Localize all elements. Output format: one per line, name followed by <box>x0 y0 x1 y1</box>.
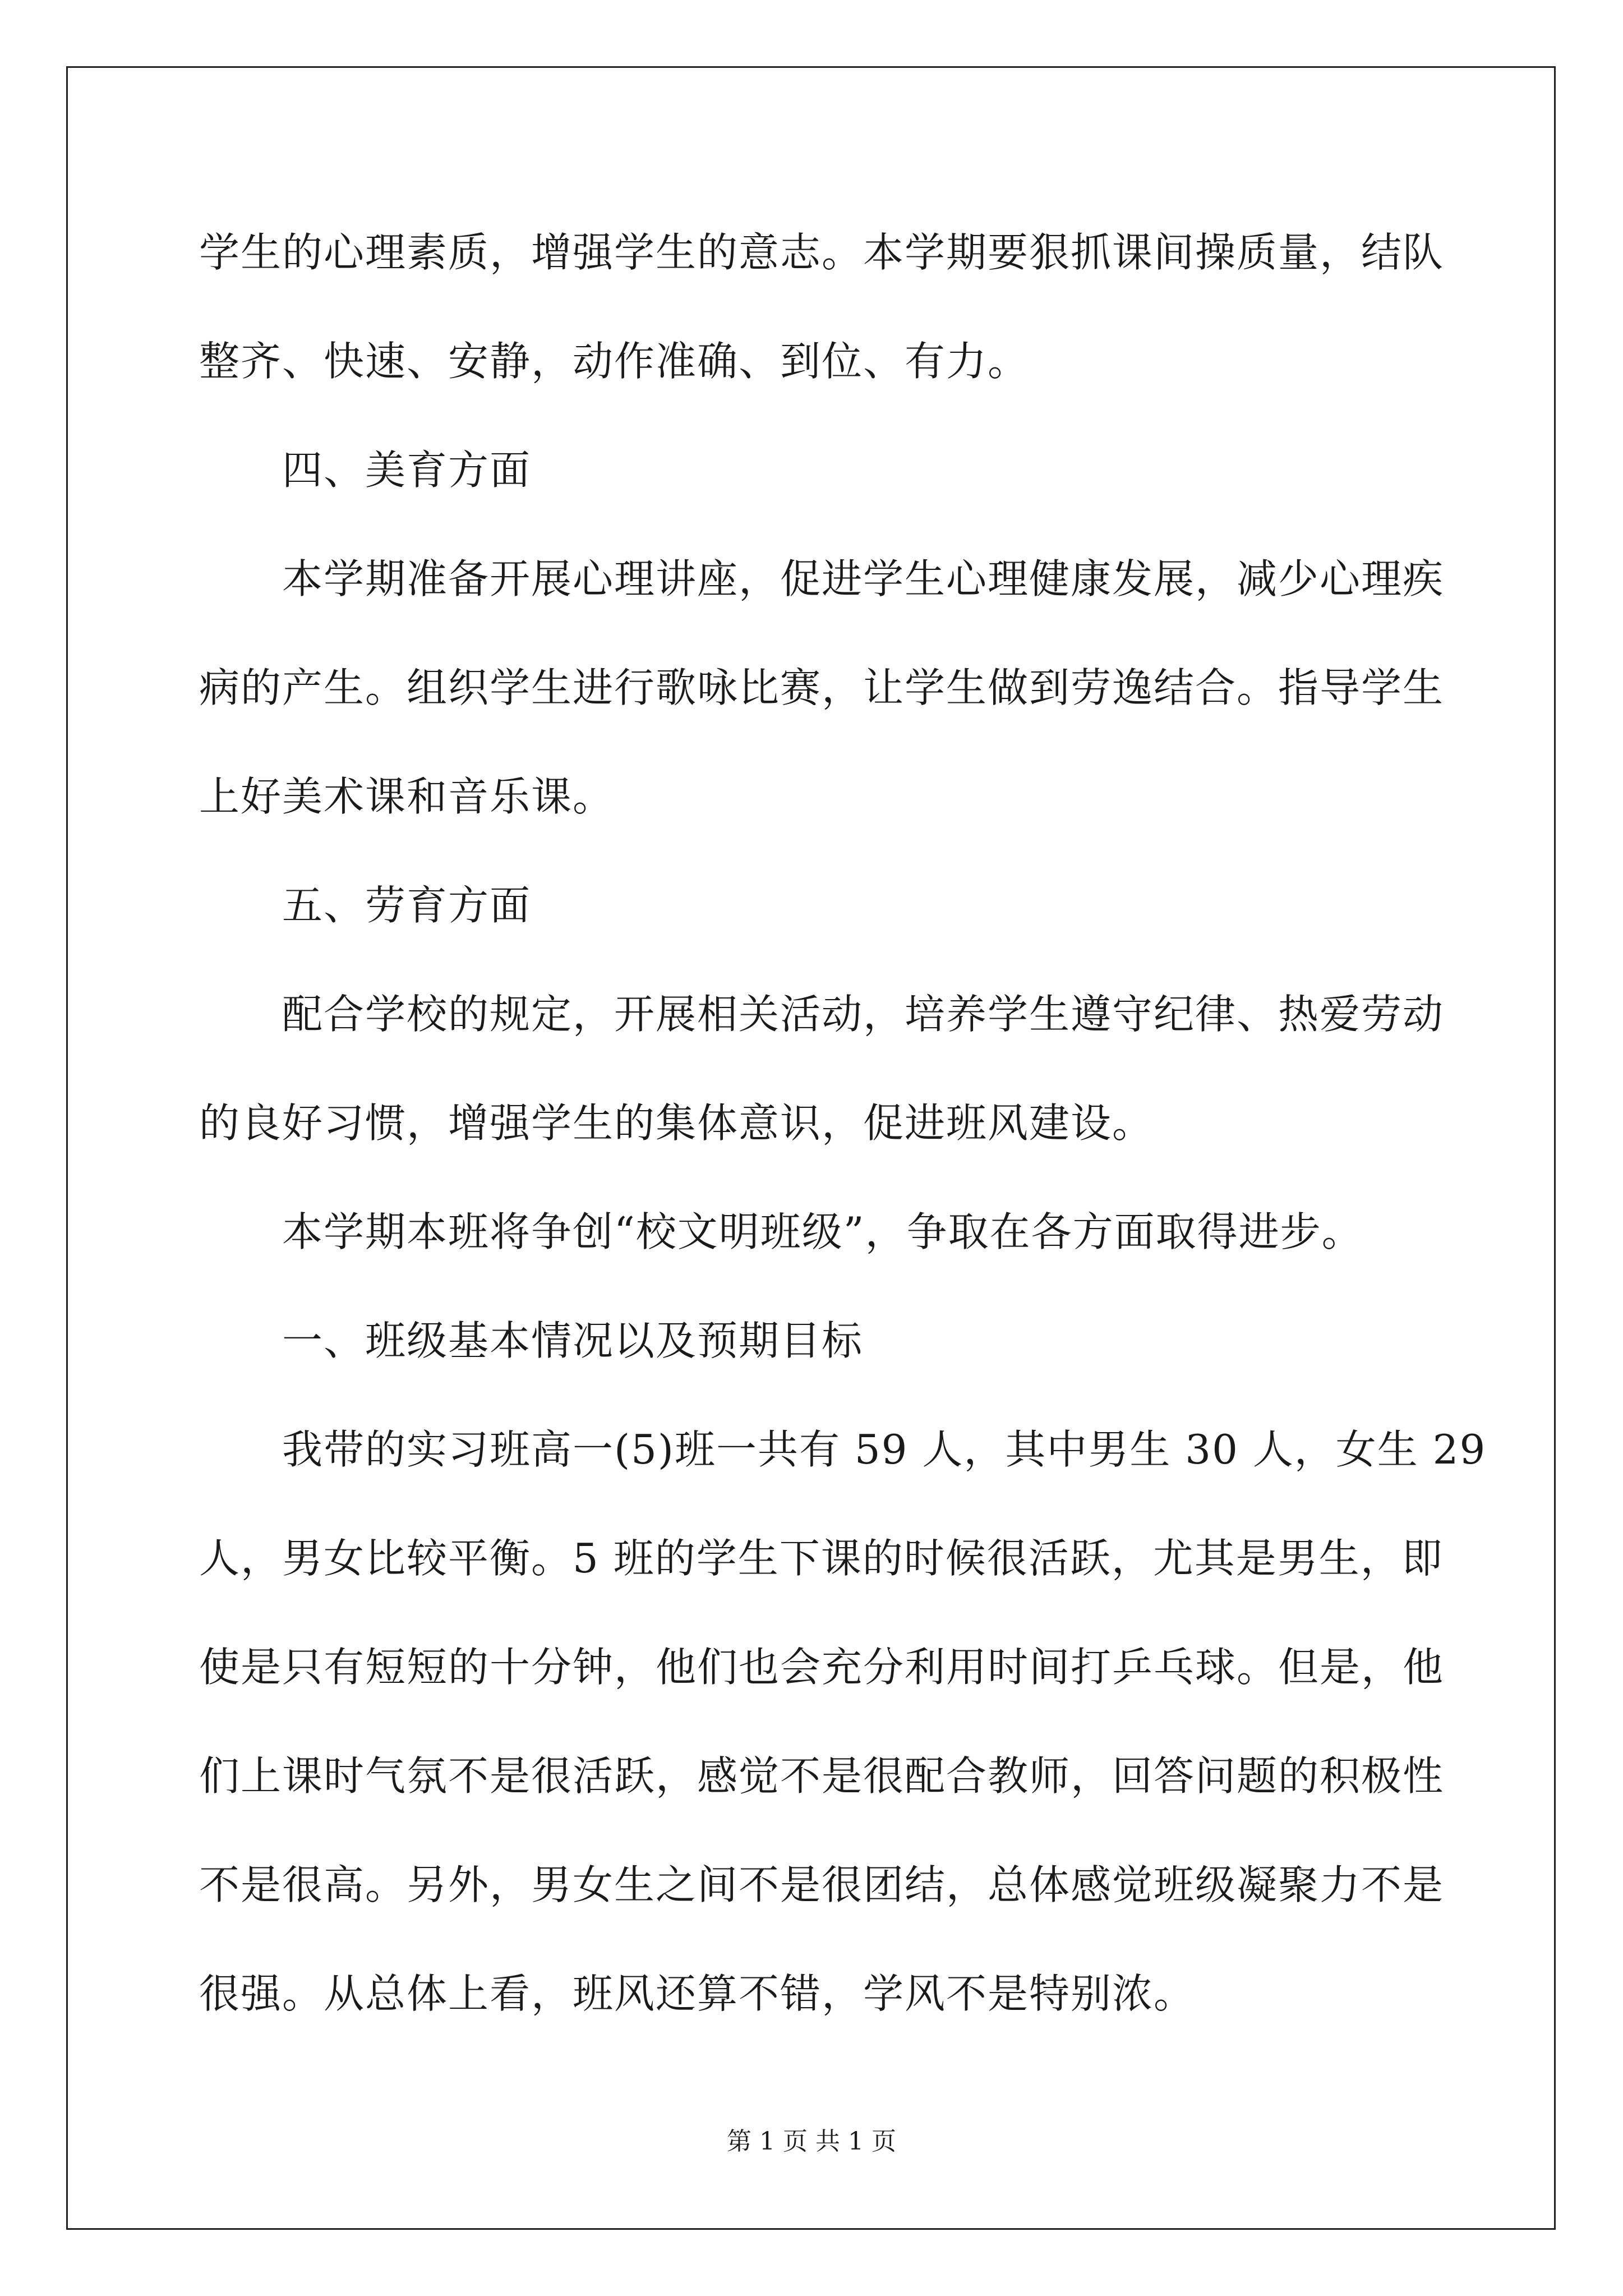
text-line: 很强。从总体上看，班风还算不错，学风不是特别浓。 <box>199 1970 1196 2017</box>
text-line: 上好美术课和音乐课。 <box>199 773 615 820</box>
page-footer: 第 1 页 共 1 页 <box>727 2127 896 2156</box>
text-line: 人，男女比较平衡。5 班的学生下课的时候很活跃，尤其是男生，即 <box>199 1535 1444 1582</box>
text-line: 整齐、快速、安静，动作准确、到位、有力。 <box>199 338 1030 385</box>
text-line: 本学期准备开展心理讲座，促进学生心理健康发展，减少心理疾 <box>282 555 1445 602</box>
text-line: 配合学校的规定，开展相关活动，培养学生遵守纪律、热爱劳动 <box>282 991 1445 1038</box>
text-line: 本学期本班将争创“校文明班级”，争取在各方面取得进步。 <box>282 1208 1363 1255</box>
text-line: 病的产生。组织学生进行歌咏比赛，让学生做到劳逸结合。指导学生 <box>199 664 1445 711</box>
text-line: 不是很高。另外，男女生之间不是很团结，总体感觉班级凝聚力不是 <box>199 1861 1445 1908</box>
text-line: 学生的心理素质，增强学生的意志。本学期要狠抓课间操质量，结队 <box>199 229 1445 276</box>
section-heading: 四、美育方面 <box>282 447 532 494</box>
document-body <box>199 219 1487 2069</box>
section-heading: 一、班级基本情况以及预期目标 <box>282 1317 864 1364</box>
text-line: 使是只有短短的十分钟，他们也会充分利用时间打乒乓球。但是，他 <box>199 1644 1445 1691</box>
text-line: 们上课时气氛不是很活跃，感觉不是很配合教师，回答问题的积极性 <box>199 1752 1445 1800</box>
text-line: 我带的实习班高一(5)班一共有 59 人，其中男生 30 人，女生 29 <box>282 1426 1487 1473</box>
section-heading: 五、劳育方面 <box>282 882 532 929</box>
text-line: 的良好习惯，增强学生的集体意识，促进班风建设。 <box>199 1099 1154 1147</box>
